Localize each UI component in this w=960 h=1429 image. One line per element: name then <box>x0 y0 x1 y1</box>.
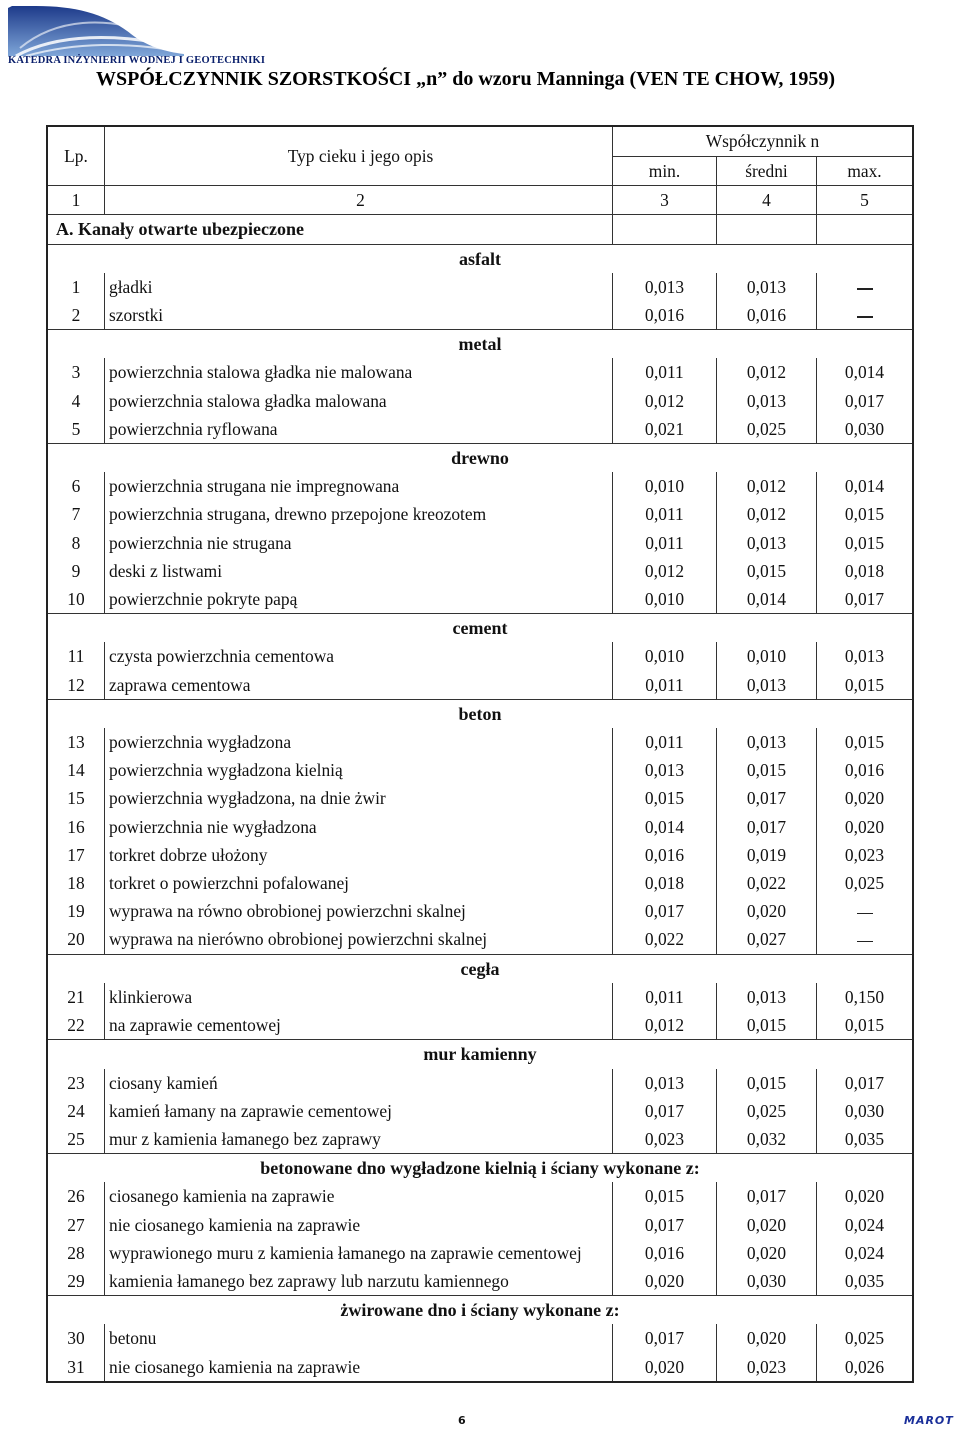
group-header-row <box>47 1154 913 1183</box>
value-min: 0,011 <box>613 728 717 756</box>
value-max: 0,035 <box>844 1128 885 1149</box>
value-max: 0,013 <box>844 646 885 667</box>
value-min: 0,014 <box>613 813 717 841</box>
row-number: 9 <box>47 557 105 585</box>
value-avg: 0,015 <box>717 557 817 585</box>
dash-mark <box>857 913 873 915</box>
value-avg: 0,023 <box>717 1353 817 1382</box>
value-avg: 0,020 <box>717 1324 817 1352</box>
row-number: 22 <box>47 1011 105 1040</box>
column-number: 3 <box>613 186 717 215</box>
row-description: torkret dobrze ułożony <box>105 841 613 869</box>
table-row <box>47 1011 913 1040</box>
row-number: 26 <box>47 1182 105 1210</box>
value-min: 0,017 <box>613 897 717 925</box>
value-min: 0,011 <box>613 983 717 1011</box>
value-max: 0,150 <box>844 986 885 1007</box>
value-avg: 0,013 <box>717 728 817 756</box>
table-row <box>47 1353 913 1382</box>
group-title: mur kamienny <box>47 1040 913 1069</box>
row-description: powierzchnia wygładzona, na dnie żwir <box>105 784 613 812</box>
value-min: 0,011 <box>613 671 717 700</box>
value-max: 0,024 <box>844 1214 885 1235</box>
group-header-row <box>47 1040 913 1069</box>
value-max: 0,015 <box>844 504 885 525</box>
value-max: 0,015 <box>844 1015 885 1036</box>
value-avg: 0,017 <box>717 784 817 812</box>
group-header-row <box>47 1296 913 1325</box>
row-number: 13 <box>47 728 105 756</box>
value-max: 0,024 <box>844 1242 885 1263</box>
row-number: 11 <box>47 642 105 670</box>
row-description: powierzchnia strugana, drewno przepojone kreozotem <box>105 500 613 528</box>
value-min: 0,013 <box>613 273 717 301</box>
row-description: powierzchnia nie strugana <box>105 529 613 557</box>
section-row <box>47 215 913 244</box>
value-min: 0,013 <box>613 756 717 784</box>
col-min-header: min. <box>613 157 717 186</box>
table-row <box>47 529 913 557</box>
roughness-table <box>46 125 914 1383</box>
table-row <box>47 301 913 330</box>
value-avg: 0,015 <box>717 1011 817 1040</box>
value-avg: 0,015 <box>717 1069 817 1097</box>
value-avg: 0,030 <box>717 1267 817 1296</box>
group-title: drewno <box>47 444 913 473</box>
value-max: 0,015 <box>844 732 885 753</box>
row-number: 1 <box>47 273 105 301</box>
value-min: 0,017 <box>613 1324 717 1352</box>
row-description: powierzchnie pokryte papą <box>105 585 613 614</box>
row-number: 15 <box>47 784 105 812</box>
col-avg-header: średni <box>717 157 817 186</box>
row-number: 17 <box>47 841 105 869</box>
row-number: 20 <box>47 925 105 954</box>
value-max: 0,015 <box>844 674 885 695</box>
table-row <box>47 925 913 954</box>
value-avg: 0,013 <box>717 529 817 557</box>
group-header-row <box>47 244 913 273</box>
table-row <box>47 557 913 585</box>
value-max: 0,020 <box>844 816 885 837</box>
table-row <box>47 671 913 700</box>
table-row <box>47 358 913 386</box>
column-number: 2 <box>105 186 613 215</box>
brand-mark: MAROT <box>904 1414 954 1427</box>
table-row <box>47 813 913 841</box>
table-row <box>47 1239 913 1267</box>
row-number: 7 <box>47 500 105 528</box>
group-title: żwirowane dno i ściany wykonane z: <box>47 1296 913 1325</box>
value-min: 0,011 <box>613 358 717 386</box>
col-coefficient-header: Współczynnik n <box>613 126 914 157</box>
section-title: A. Kanały otwarte ubezpieczone <box>47 215 613 244</box>
group-title: beton <box>47 699 913 728</box>
value-max <box>817 925 914 954</box>
value-avg: 0,015 <box>717 756 817 784</box>
row-number: 10 <box>47 585 105 614</box>
row-number: 5 <box>47 415 105 444</box>
row-description: powierzchnia stalowa gładka malowana <box>105 387 613 415</box>
table-row <box>47 983 913 1011</box>
row-description: betonu <box>105 1324 613 1352</box>
header-row <box>47 126 913 157</box>
row-description: powierzchnia stalowa gładka nie malowana <box>105 358 613 386</box>
row-description: na zaprawie cementowej <box>105 1011 613 1040</box>
table-row <box>47 500 913 528</box>
value-max: 0,020 <box>844 788 885 809</box>
value-avg: 0,020 <box>717 897 817 925</box>
value-max: 0,017 <box>844 390 885 411</box>
table-row <box>47 756 913 784</box>
value-min: 0,012 <box>613 557 717 585</box>
value-min: 0,012 <box>613 1011 717 1040</box>
value-max: 0,018 <box>844 560 885 581</box>
dash-mark <box>857 941 873 943</box>
table-row <box>47 869 913 897</box>
column-number: 4 <box>717 186 817 215</box>
value-min: 0,016 <box>613 301 717 330</box>
row-description: nie ciosanego kamienia na zaprawie <box>105 1353 613 1382</box>
table-row <box>47 784 913 812</box>
value-min: 0,010 <box>613 642 717 670</box>
value-max: 0,023 <box>844 844 885 865</box>
table-row <box>47 1324 913 1352</box>
row-description: deski z listwami <box>105 557 613 585</box>
row-description: mur z kamienia łamanego bez zaprawy <box>105 1125 613 1154</box>
group-header-row <box>47 699 913 728</box>
group-title: cement <box>47 614 913 643</box>
row-number: 31 <box>47 1353 105 1382</box>
table-row <box>47 415 913 444</box>
value-avg: 0,012 <box>717 500 817 528</box>
value-min: 0,015 <box>613 784 717 812</box>
row-description: czysta powierzchnia cementowa <box>105 642 613 670</box>
col-description-header: Typ cieku i jego opis <box>105 126 613 186</box>
value-max: 0,025 <box>844 873 885 894</box>
row-description: powierzchnia nie wygładzona <box>105 813 613 841</box>
value-min: 0,020 <box>613 1353 717 1382</box>
table-row <box>47 642 913 670</box>
value-min: 0,010 <box>613 585 717 614</box>
row-description: powierzchnia wygładzona <box>105 728 613 756</box>
value-avg: 0,022 <box>717 869 817 897</box>
col-lp-header: Lp. <box>47 126 105 186</box>
value-avg: 0,013 <box>717 983 817 1011</box>
value-avg: 0,025 <box>717 415 817 444</box>
row-number: 3 <box>47 358 105 386</box>
group-title: asfalt <box>47 244 913 273</box>
row-description: wyprawa na nierówno obrobionej powierzchni skalnej <box>105 925 613 954</box>
table-row <box>47 1211 913 1239</box>
row-description: wyprawionego muru z kamienia łamanego na zaprawie cementowej <box>105 1239 613 1267</box>
row-description: powierzchnia wygładzona kielnią <box>105 756 613 784</box>
row-number: 29 <box>47 1267 105 1296</box>
row-description: wyprawa na równo obrobionej powierzchni skalnej <box>105 897 613 925</box>
row-number: 18 <box>47 869 105 897</box>
value-min: 0,016 <box>613 841 717 869</box>
value-avg: 0,013 <box>717 671 817 700</box>
value-avg: 0,017 <box>717 813 817 841</box>
group-title: cegła <box>47 954 913 983</box>
department-name: KATEDRA INŻYNIERII WODNEJ I GEOTECHNIKI <box>8 55 266 66</box>
row-number: 19 <box>47 897 105 925</box>
table-row <box>47 841 913 869</box>
row-description: ciosany kamień <box>105 1069 613 1097</box>
value-avg: 0,020 <box>717 1211 817 1239</box>
value-min: 0,017 <box>613 1097 717 1125</box>
value-min: 0,018 <box>613 869 717 897</box>
value-avg: 0,019 <box>717 841 817 869</box>
dash-mark <box>857 288 873 290</box>
row-number: 25 <box>47 1125 105 1154</box>
row-description: szorstki <box>105 301 613 330</box>
value-avg: 0,032 <box>717 1125 817 1154</box>
value-max: 0,035 <box>844 1270 885 1291</box>
table-row <box>47 1125 913 1154</box>
value-avg: 0,016 <box>717 301 817 330</box>
group-header-row <box>47 444 913 473</box>
row-description: zaprawa cementowa <box>105 671 613 700</box>
column-number: 5 <box>817 186 914 215</box>
row-number: 23 <box>47 1069 105 1097</box>
dash-mark <box>857 316 873 318</box>
group-header-row <box>47 614 913 643</box>
value-avg: 0,010 <box>717 642 817 670</box>
table-row <box>47 472 913 500</box>
value-max: 0,030 <box>844 1100 885 1121</box>
value-max <box>817 897 914 925</box>
value-max <box>817 273 914 301</box>
row-number: 2 <box>47 301 105 330</box>
row-description: powierzchnia strugana nie impregnowana <box>105 472 613 500</box>
row-number: 27 <box>47 1211 105 1239</box>
row-description: gładki <box>105 273 613 301</box>
value-max: 0,020 <box>844 1186 885 1207</box>
row-description: kamień łamany na zaprawie cementowej <box>105 1097 613 1125</box>
value-max: 0,030 <box>844 418 885 439</box>
value-min: 0,011 <box>613 500 717 528</box>
table-row <box>47 897 913 925</box>
value-avg: 0,014 <box>717 585 817 614</box>
value-avg: 0,025 <box>717 1097 817 1125</box>
value-avg: 0,012 <box>717 358 817 386</box>
value-avg: 0,013 <box>717 387 817 415</box>
group-title: betonowane dno wygładzone kielnią i ściany wykonane z: <box>47 1154 913 1183</box>
table-row <box>47 585 913 614</box>
value-min: 0,012 <box>613 387 717 415</box>
row-description: klinkierowa <box>105 983 613 1011</box>
row-number: 12 <box>47 671 105 700</box>
value-avg: 0,017 <box>717 1182 817 1210</box>
row-description: nie ciosanego kamienia na zaprawie <box>105 1211 613 1239</box>
value-max: 0,025 <box>844 1328 885 1349</box>
value-min: 0,015 <box>613 1182 717 1210</box>
value-max: 0,014 <box>844 476 885 497</box>
row-number: 21 <box>47 983 105 1011</box>
value-max: 0,017 <box>844 589 885 610</box>
page-number: 6 <box>458 1414 467 1427</box>
value-min: 0,017 <box>613 1211 717 1239</box>
page-title: WSPÓŁCZYNNIK SZORSTKOŚCI „n” do wzoru Manninga (VEN TE CHOW, 1959) <box>96 68 836 90</box>
value-min: 0,016 <box>613 1239 717 1267</box>
value-min: 0,013 <box>613 1069 717 1097</box>
table-row <box>47 273 913 301</box>
value-min: 0,022 <box>613 925 717 954</box>
group-header-row <box>47 330 913 359</box>
table-row <box>47 1182 913 1210</box>
table-row <box>47 387 913 415</box>
row-number: 16 <box>47 813 105 841</box>
table-row <box>47 1097 913 1125</box>
column-number: 1 <box>47 186 105 215</box>
group-header-row <box>47 954 913 983</box>
value-avg: 0,012 <box>717 472 817 500</box>
table-row <box>47 1267 913 1296</box>
row-description: torkret o powierzchni pofalowanej <box>105 869 613 897</box>
value-min: 0,021 <box>613 415 717 444</box>
row-number: 6 <box>47 472 105 500</box>
value-max: 0,016 <box>844 760 885 781</box>
row-number: 30 <box>47 1324 105 1352</box>
row-description: powierzchnia ryflowana <box>105 415 613 444</box>
row-number: 14 <box>47 756 105 784</box>
value-min: 0,010 <box>613 472 717 500</box>
value-max <box>817 301 914 330</box>
value-avg: 0,013 <box>717 273 817 301</box>
value-max: 0,014 <box>844 362 885 383</box>
column-number-row <box>47 186 913 215</box>
value-avg: 0,020 <box>717 1239 817 1267</box>
value-max: 0,017 <box>844 1072 885 1093</box>
row-description: ciosanego kamienia na zaprawie <box>105 1182 613 1210</box>
row-description: kamienia łamanego bez zaprawy lub narzutu kamiennego <box>105 1267 613 1296</box>
value-min: 0,023 <box>613 1125 717 1154</box>
value-max: 0,015 <box>844 532 885 553</box>
value-min: 0,011 <box>613 529 717 557</box>
row-number: 24 <box>47 1097 105 1125</box>
table-row <box>47 728 913 756</box>
row-number: 4 <box>47 387 105 415</box>
value-avg: 0,027 <box>717 925 817 954</box>
group-title: metal <box>47 330 913 359</box>
row-number: 28 <box>47 1239 105 1267</box>
value-max: 0,026 <box>844 1356 885 1377</box>
col-max-header: max. <box>817 157 914 186</box>
row-number: 8 <box>47 529 105 557</box>
table-row <box>47 1069 913 1097</box>
value-min: 0,020 <box>613 1267 717 1296</box>
